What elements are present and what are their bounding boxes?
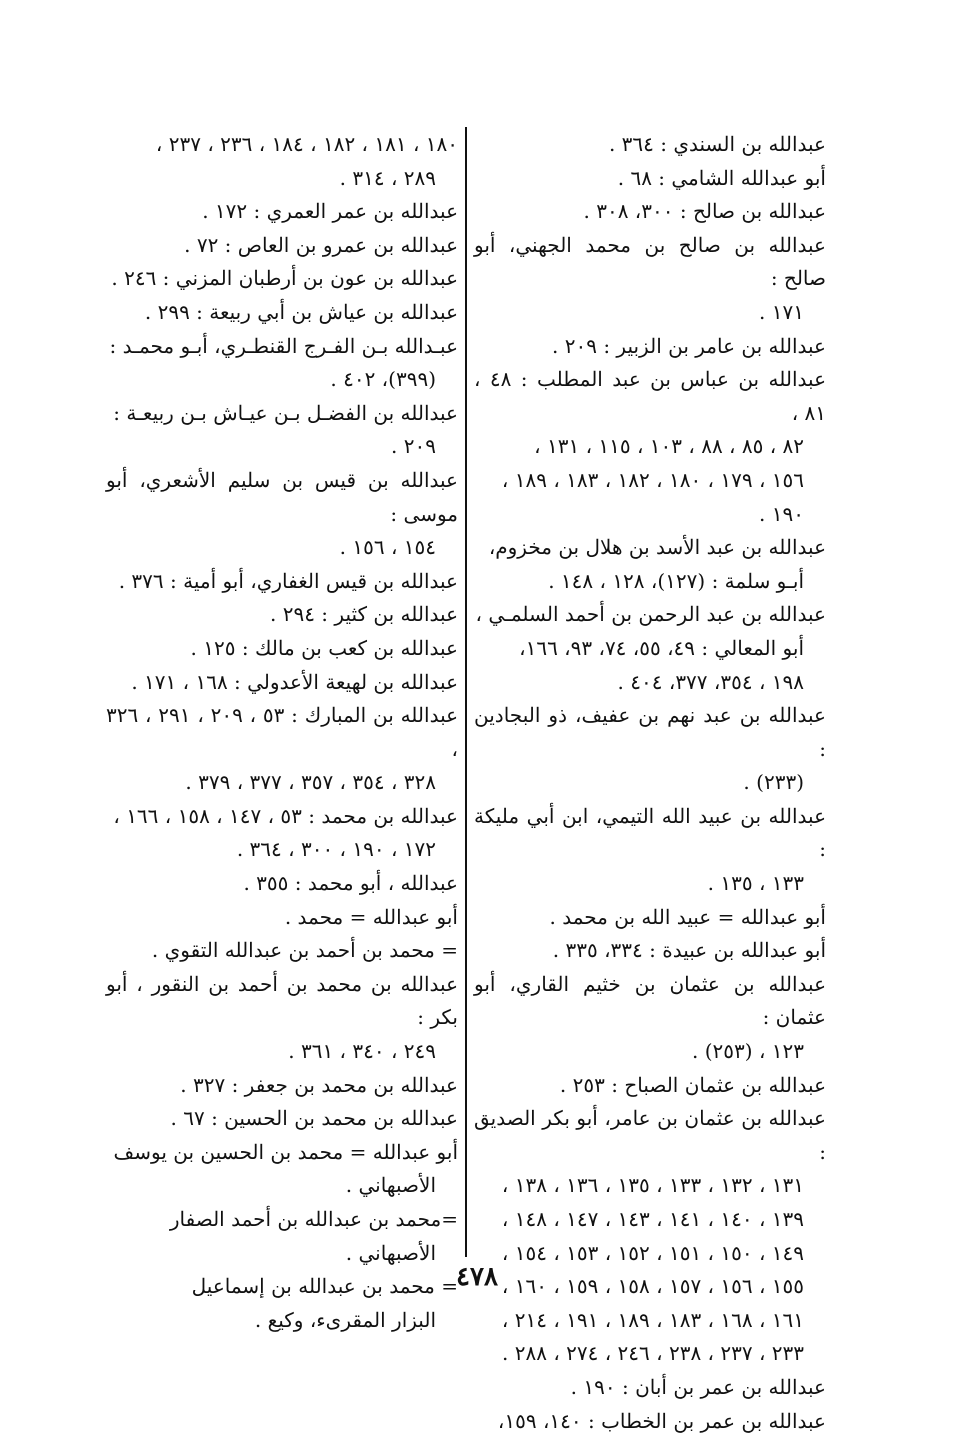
index-entry-text: عبدالله بن السندي : ٣٦٤ . — [608, 132, 826, 156]
index-entry-continuation: أبو المعالي : ٤٩، ٥٥، ٧٤، ٩٣، ١٦٦، — [519, 635, 804, 660]
index-entry-text: عبدالله بن عمرو بن العاص : ٧٢ . — [184, 232, 458, 257]
index-entry-text: عبدالله بن عمر العمري : ١٧٢ . — [202, 199, 458, 224]
index-entry — [474, 1405, 826, 1438]
index-entry — [106, 598, 458, 632]
index-entry — [474, 1371, 826, 1405]
index-entry-text: عبدالله بن عثمان الصباح : ٢٥٣ . — [559, 1072, 826, 1097]
index-entry-text: عبدالله بن صالح بن محمد الجهني، أبو صالح : — [474, 232, 826, 291]
index-entry-continuation: (٢٣٣) . — [743, 770, 804, 795]
index-entry — [106, 800, 458, 867]
index-entry — [474, 195, 826, 229]
index-entry — [474, 531, 826, 598]
index-entry-text: عبدالله بن عبد الأسد بن هلال بن مخزوم، — [488, 535, 826, 560]
index-entry — [106, 666, 458, 700]
index-entry-continuation: ١٩٨ ، ٣٥٤، ٣٧٧، ٤٠٤ . — [617, 669, 804, 694]
index-column-right — [474, 128, 826, 1438]
index-entry-text: عبدالله بن محمد بن جعفر : ٣٢٧ . — [180, 1072, 458, 1097]
index-entry — [474, 1102, 826, 1371]
index-entry-text: عبدالله بن كعب بن مالك : ١٢٥ . — [190, 635, 458, 660]
page-number: ٤٧٨ — [456, 1262, 498, 1292]
index-entry-continuation: ١٣١ ، ١٣٢ ، ١٣٣ ، ١٣٥ ، ١٣٦ ، ١٣٨ ، — [501, 1173, 804, 1198]
index-entry-continuation: ١٤٩ ، ١٥٠ ، ١٥١ ، ١٥٢ ، ١٥٣ ، ١٥٤ ، — [501, 1240, 804, 1265]
index-entry-continuation: الأصبهاني . — [345, 1173, 436, 1198]
index-entry-continuation: ١٥٥ ، ١٥٦ ، ١٥٧ ، ١٥٨ ، ١٥٩ ، ١٦٠ ، — [501, 1274, 804, 1299]
index-entry-text: عبدالله بن صالح : ٣٠٠، ٣٠٨ . — [583, 199, 826, 224]
index-column-left — [106, 128, 458, 1337]
index-entry-text: عبدالله بن عبد الرحمن بن أحمد السلمـي ، — [475, 602, 826, 627]
index-entry-continuation: ١٥٦ ، ١٧٩ ، ١٨٠ ، ١٨٢ ، ١٨٣ ، ١٨٩ ، — [501, 467, 804, 492]
column-divider — [465, 127, 467, 1257]
index-entry-continuation: البزار المقرىء، وكيع . — [254, 1307, 436, 1332]
index-entry — [106, 330, 458, 397]
index-entry-text: =محمد بن عبدالله بن أحمد الصفار — [169, 1207, 458, 1231]
index-entry-text: أبو عبدالله = محمد بن الحسين بن يوسف — [113, 1139, 458, 1164]
index-entry — [474, 934, 826, 968]
index-entry-text: أبو عبدالله الشامي : ٦٨ . — [617, 165, 826, 190]
index-entry-text: عبـدالله بـن الفـرج القنطـري، أبـو محمـد : — [109, 333, 458, 358]
index-entry-continuation: ٢٨٩ ، ٣١٤ . — [339, 165, 436, 190]
index-entry — [106, 1136, 458, 1203]
index-entry — [106, 565, 458, 599]
index-entry-continuation: ١٢٣ ، (٢٥٣) . — [692, 1039, 804, 1064]
index-entry-text: عبدالله بن الفضـل بـن عيـاش بـن ربيعـة : — [113, 400, 458, 425]
index-entry-text: عبدالله بن عمر بن الخطاب : ١٤٠، ١٥٩، — [497, 1408, 826, 1433]
index-entry-continuation: ٨٢ ، ٨٥ ، ٨٨ ، ١٠٣ ، ١١٥ ، ١٣١ ، — [534, 434, 804, 459]
index-entry-text: عبدالله بن عياش بن أبي ربيعة : ٢٩٩ . — [144, 299, 458, 324]
index-entry-text: عبدالله بن عثمان بن عامر، أبو بكر الصديق : — [474, 1106, 826, 1164]
index-entry-text: ١٨٠ ، ١٨١ ، ١٨٢ ، ١٨٤ ، ٢٣٦ ، ٢٣٧ ، — [155, 132, 458, 156]
index-entry — [106, 397, 458, 464]
index-entry — [474, 1069, 826, 1103]
index-entry-text: عبدالله بن المبارك : ٥٣ ، ٢٠٩ ، ٢٩١ ، ٣٢٦ ، — [106, 703, 459, 761]
index-entry-text: أبو عبدالله بن عبيدة : ٣٣٤، ٣٣٥ . — [552, 938, 826, 963]
index-entry-text: عبدالله بن محمد بن أحمد بن النقور ، أبو بكر : — [106, 971, 458, 1030]
index-entry — [106, 632, 458, 666]
index-entry-continuation: ٣٢٨ ، ٣٥٤ ، ٣٥٧ ، ٣٧٧ ، ٣٧٩ . — [185, 770, 436, 795]
index-entry — [106, 1102, 458, 1136]
index-entry — [474, 162, 826, 196]
index-entry — [474, 128, 826, 162]
index-entry-continuation: ٢٣٣ ، ٢٣٧ ، ٢٣٨ ، ٢٤٦ ، ٢٧٤ ، ٢٨٨ . — [502, 1341, 804, 1366]
index-entry — [106, 195, 458, 229]
index-entry — [106, 934, 458, 968]
index-entry-continuation: (٣٩٩)، ٤٠٢ . — [330, 367, 436, 392]
index-entry — [106, 464, 458, 565]
index-entry-continuation: ١٣٣ ، ١٣٥ . — [707, 871, 804, 896]
index-entry-text: عبدالله بن عثمان بن خثيم القاري، أبو عثمان : — [474, 971, 826, 1030]
index-entry — [106, 128, 458, 195]
index-entry-text: عبدالله بن عون بن أرطبان المزني : ٢٤٦ . — [111, 266, 458, 291]
index-entry-text: عبدالله بن عامر بن الزبير : ٢٠٩ . — [552, 333, 826, 358]
index-entry-continuation: ١٥٤ ، ١٥٦ . — [339, 535, 436, 560]
index-entry — [474, 901, 826, 935]
index-entry-text: أبو عبدالله = عبيد الله بن محمد . — [549, 904, 826, 929]
index-entry-continuation: ١٧١ . — [759, 299, 804, 324]
index-entry — [474, 699, 826, 800]
index-entry — [474, 598, 826, 699]
index-entry — [474, 229, 826, 330]
index-entry — [474, 968, 826, 1069]
index-entry-continuation: ١٧٢ ، ١٩٠ ، ٣٠٠ ، ٣٦٤ . — [236, 837, 436, 862]
index-entry-text: عبدالله بن قيس الغفاري، أبو أمية : ٣٧٦ . — [118, 568, 458, 593]
index-entry-continuation: ٢٠٩ . — [391, 434, 436, 459]
index-entry-continuation: ١٩٠ . — [759, 501, 804, 526]
index-entry-text: عبدالله بن عمر بن أبان : ١٩٠ . — [570, 1374, 826, 1399]
index-entry — [106, 901, 458, 935]
index-entry — [106, 1203, 458, 1270]
index-entry-text: عبدالله بن محمد : ٥٣ ، ١٤٧ ، ١٥٨ ، ١٦٦ ، — [113, 803, 458, 828]
index-entry — [106, 699, 458, 800]
index-entry-continuation: ١٣٩ ، ١٤٠ ، ١٤١ ، ١٤٣ ، ١٤٧ ، ١٤٨ ، — [501, 1207, 804, 1231]
index-entry-text: عبدالله بن كثير : ٢٩٤ . — [270, 602, 458, 627]
index-entry-continuation: أبـو سلمة : (١٢٧)، ١٢٨ ، ١٤٨ . — [548, 568, 804, 593]
index-entry-text: عبدالله بن لهيعة الأعدولي : ١٦٨ ، ١٧١ . — [131, 669, 458, 694]
index-entry-text: عبدالله بن محمد بن الحسين : ٦٧ . — [170, 1106, 458, 1131]
index-entry-text: عبدالله بن عباس بن عبد المطلب : ٤٨ ، ٨١ ، — [474, 367, 826, 425]
index-entry — [106, 262, 458, 296]
index-entry-text: عبدالله بن عبد نهم بن عفيف، ذو البجادين : — [474, 703, 826, 761]
index-entry — [106, 867, 458, 901]
index-entry-text: = محمد بن عبدالله بن إسماعيل — [191, 1274, 458, 1299]
index-entry-text: عبدالله بن عبيد الله التيمي، ابن أبي مليكة : — [474, 803, 826, 862]
index-entry-text: أبو عبدالله = محمد . — [284, 904, 458, 929]
index-entry — [106, 1069, 458, 1103]
index-entry-text: عبدالله ، أبو محمد : ٣٥٥ . — [243, 871, 458, 896]
index-entry-continuation: ٢٤٩ ، ٣٤٠ ، ٣٦١ . — [288, 1039, 436, 1064]
index-entry — [106, 296, 458, 330]
index-entry-text: = محمد بن أحمد بن عبدالله التقوي . — [151, 938, 458, 963]
index-entry — [474, 330, 826, 364]
index-entry-text: عبدالله بن قيس بن سليم الأشعري، أبو موسى : — [106, 467, 458, 526]
index-entry-continuation: ١٦١ ، ١٦٨ ، ١٨٣ ، ١٨٩ ، ١٩١ ، ٢١٤ ، — [501, 1307, 804, 1332]
index-entry — [106, 968, 458, 1069]
index-entry — [106, 229, 458, 263]
index-entry-continuation: الأصبهاني . — [345, 1240, 436, 1265]
index-entry — [474, 363, 826, 531]
index-entry — [474, 800, 826, 901]
